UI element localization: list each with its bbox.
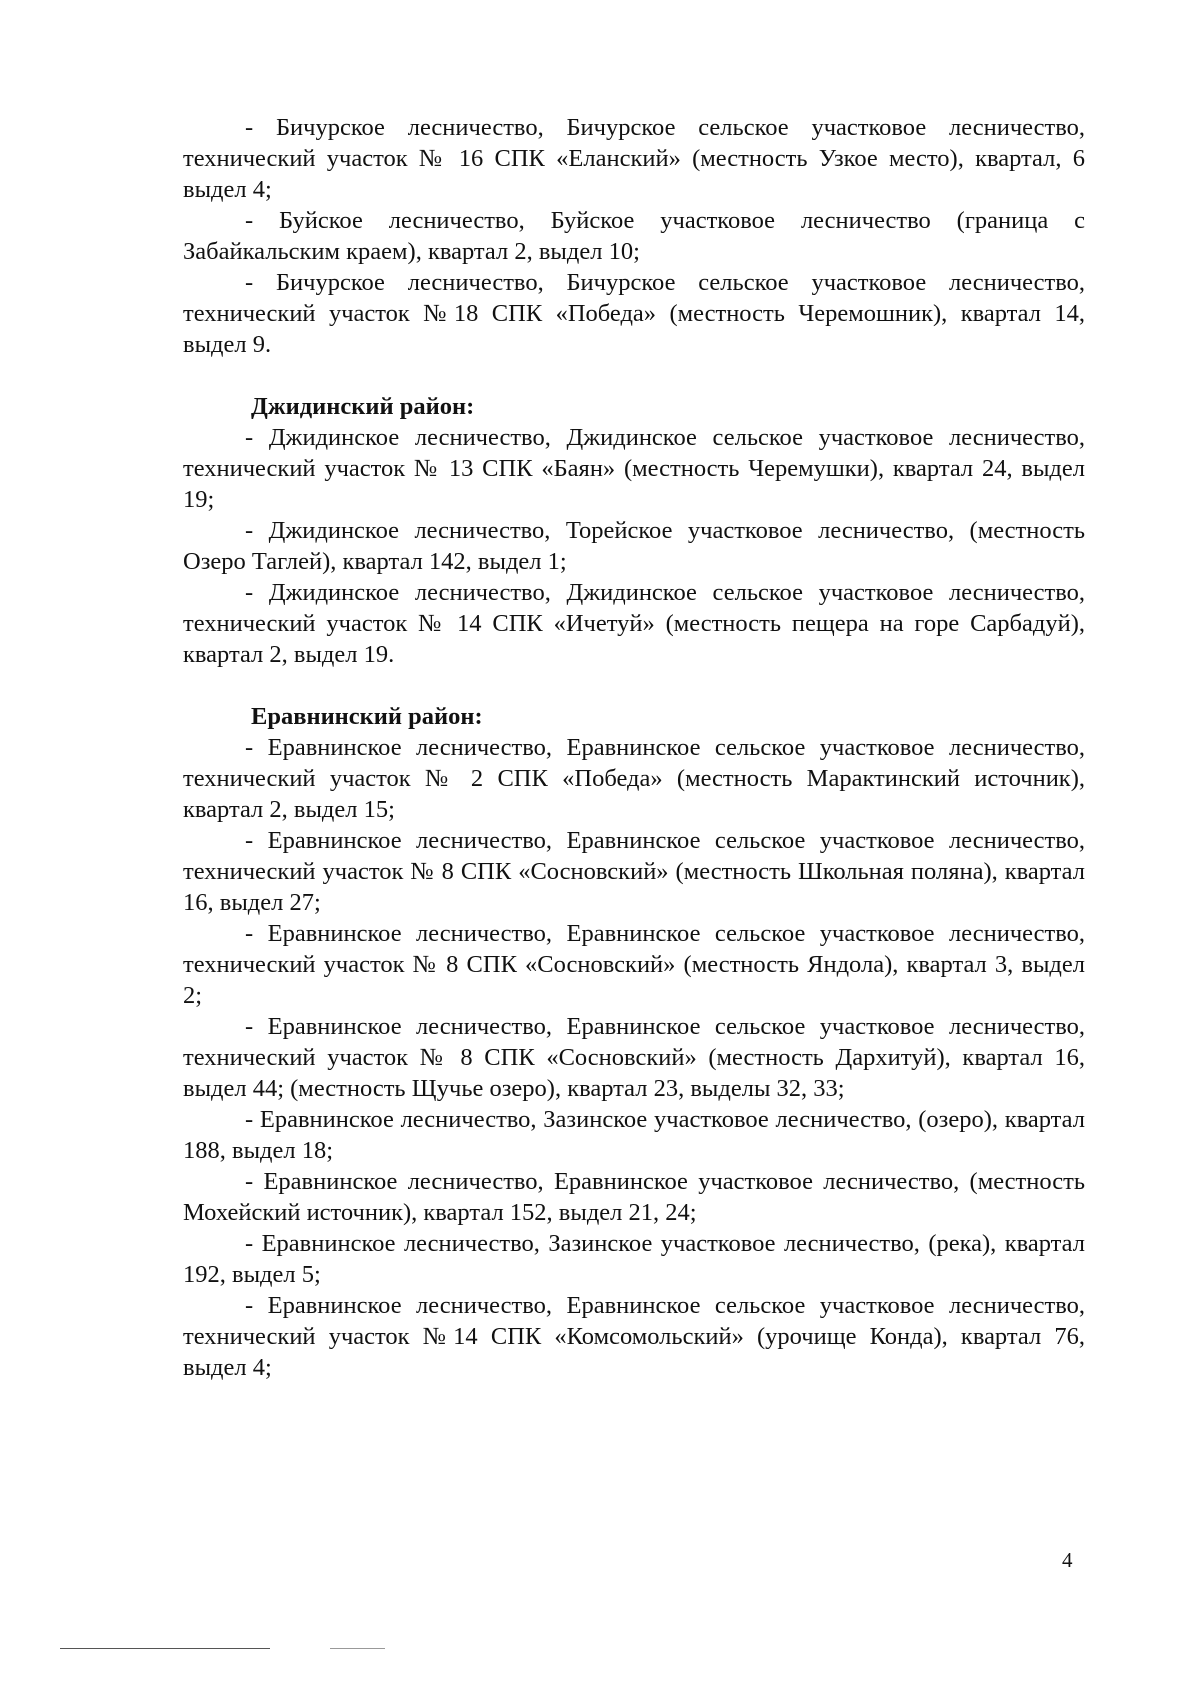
scan-artifact-line	[60, 1648, 270, 1649]
page-body	[183, 112, 1085, 1383]
list-item: - Еравнинское лесничество, Еравнинское сельское участковое лесничество, технический участок № 8 СПК «Сосновский» (местность Дархитуй), квартал 16, выдел 44; (местность Щучье озеро), квартал 23, выделы 32, 33;	[183, 1013, 1085, 1102]
section-eravninsky	[183, 701, 1085, 1383]
list-item: - Еравнинское лесничество, Зазинское участковое лесничество, (река), квартал 192, выдел 5;	[183, 1230, 1085, 1288]
list-item: - Еравнинское лесничество, Еравнинское сельское участковое лесничество, технический участок №14 СПК «Комсомольский» (урочище Конда), квартал 76, выдел 4;	[183, 1292, 1085, 1381]
list-item: - Еравнинское лесничество, Еравнинское сельское участковое лесничество, технический участок № 8 СПК «Сосновский» (местность Школьная поляна), квартал 16, выдел 27;	[183, 827, 1085, 916]
section-heading: Еравнинский район:	[251, 703, 483, 730]
list-item: - Еравнинское лесничество, Еравнинское сельское участковое лесничество, технический участок № 8 СПК «Сосновский» (местность Яндола), квартал 3, выдел 2;	[183, 920, 1085, 1009]
list-item: - Джидинское лесничество, Джидинское сельское участковое лесничество, технический участок № 14 СПК «Ичетуй» (местность пещера на горе Сарбадуй), квартал 2, выдел 19.	[183, 579, 1085, 668]
list-item: - Джидинское лесничество, Торейское участковое лесничество, (местность Озеро Таглей), квартал 142, выдел 1;	[183, 517, 1085, 575]
list-item: - Еравнинское лесничество, Еравнинское участковое лесничество, (местность Мохейский источник), квартал 152, выдел 21, 24;	[183, 1168, 1085, 1226]
section-heading: Джидинский район:	[251, 393, 475, 420]
list-item: - Бичурское лесничество, Бичурское сельское участковое лесничество, технический участок № 16 СПК «Еланский» (местность Узкое место), квартал, 6 выдел 4;	[183, 114, 1085, 203]
intro-list	[183, 112, 1085, 360]
list-item: - Еравнинское лесничество, Еравнинское сельское участковое лесничество, технический участок № 2 СПК «Победа» (местность Марактинский источник), квартал 2, выдел 15;	[183, 734, 1085, 823]
list-item: - Джидинское лесничество, Джидинское сельское участковое лесничество, технический участок № 13 СПК «Баян» (местность Черемушки), квартал 24, выдел 19;	[183, 424, 1085, 513]
section-dzhidinsky	[183, 391, 1085, 670]
list-item: - Буйское лесничество, Буйское участковое лесничество (граница с Забайкальским краем), квартал 2, выдел 10;	[183, 207, 1085, 265]
list-item: - Еравнинское лесничество, Зазинское участковое лесничество, (озеро), квартал 188, выдел 18;	[183, 1106, 1085, 1164]
page-number: 4	[1062, 1548, 1073, 1572]
list-item: - Бичурское лесничество, Бичурское сельское участковое лесничество, технический участок №18 СПК «Победа» (местность Черемошник), квартал 14, выдел 9.	[183, 269, 1085, 358]
scan-artifact-line	[330, 1648, 385, 1649]
